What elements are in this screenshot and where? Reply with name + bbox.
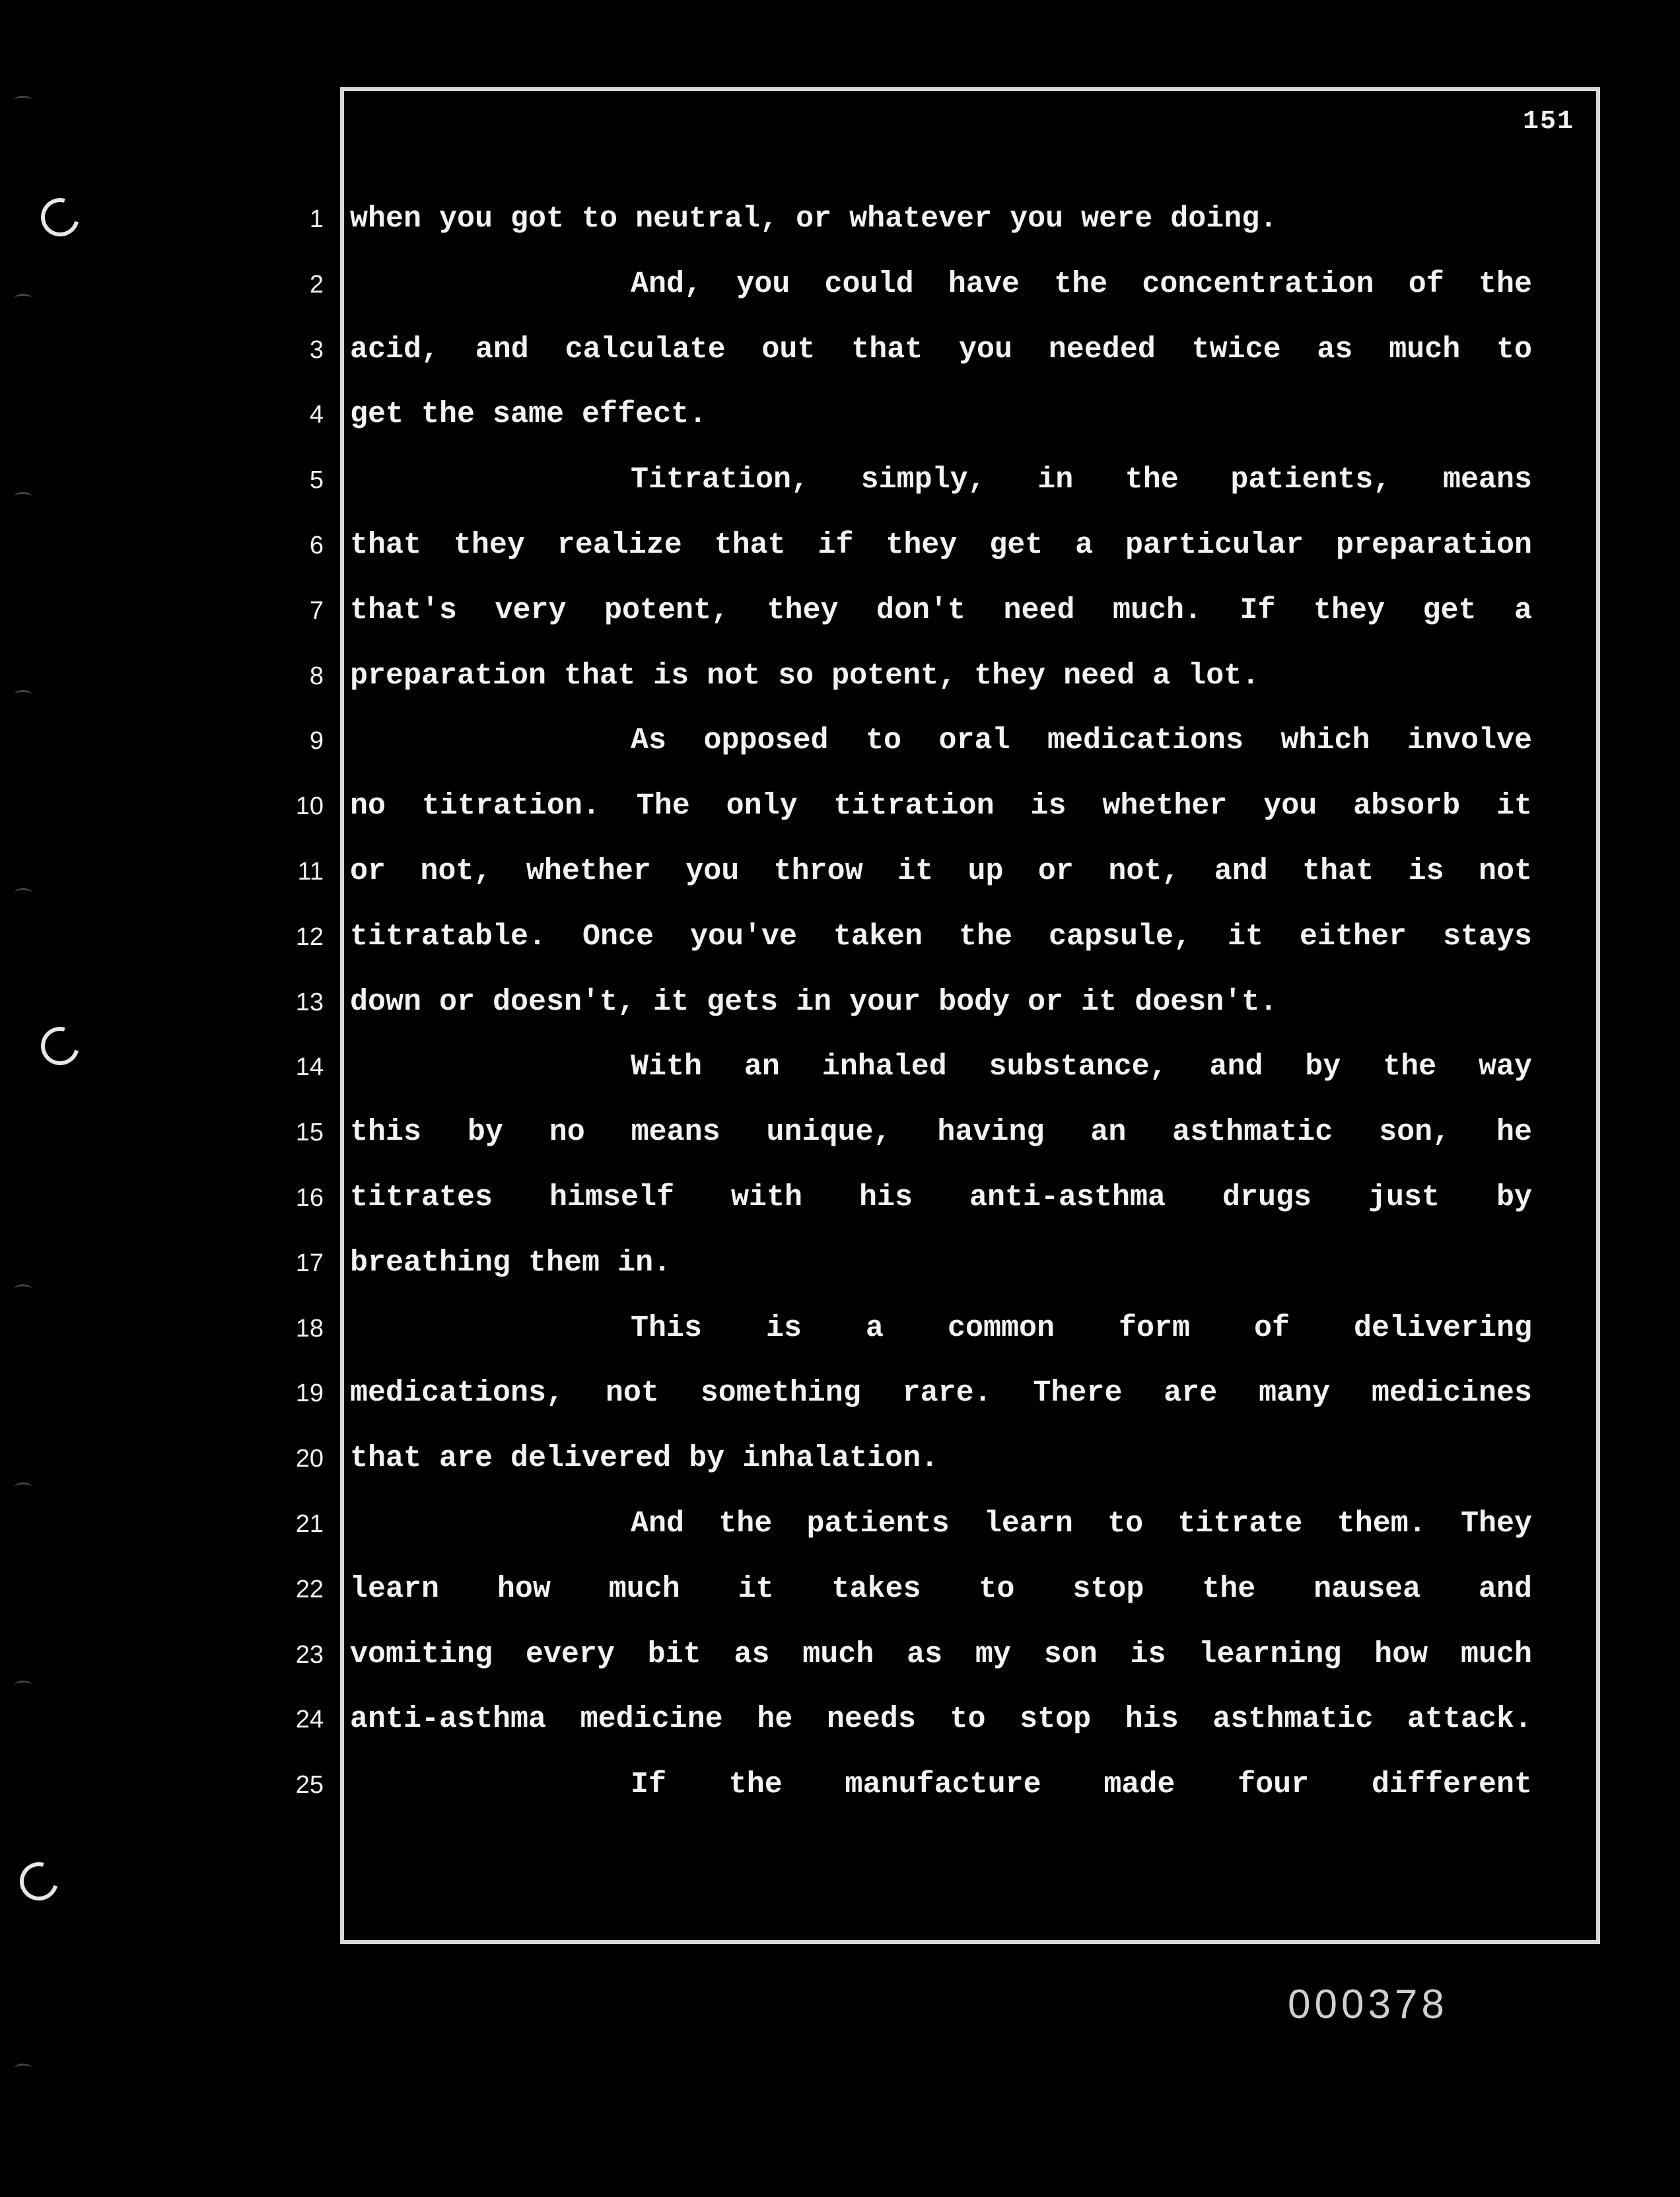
transcript-line: acid, and calculate out that you needed twice as much to [350, 332, 1532, 366]
line-number: 11 [297, 857, 324, 886]
transcript-line: when you got to neutral, or whatever you were doing. [350, 202, 1278, 236]
line-number: 12 [295, 923, 324, 951]
transcript-line: And, you could have the concentration of the [631, 267, 1532, 301]
margin-mark [15, 888, 32, 897]
transcript-line: that they realize that if they get a particular preparation [350, 528, 1532, 562]
transcript-line: that are delivered by inhalation. [350, 1442, 939, 1476]
transcript-line: titratable. Once you've taken the capsule, it either stays [350, 919, 1532, 954]
line-number: 22 [295, 1575, 324, 1603]
line-number: 4 [309, 401, 324, 429]
transcript-line: If the manufacture made four different [631, 1768, 1532, 1802]
transcript-line: get the same effect. [350, 398, 707, 432]
line-number: 21 [295, 1510, 324, 1538]
punch-hole-top [34, 191, 86, 243]
line-number: 15 [295, 1119, 324, 1147]
transcript-line: down or doesn't, it gets in your body or it doesn't. [350, 985, 1278, 1019]
line-number: 19 [295, 1379, 324, 1408]
page-number: 151 [1522, 107, 1574, 137]
line-number: 5 [309, 466, 324, 495]
line-number: 7 [309, 596, 324, 625]
margin-mark [15, 690, 32, 699]
margin-mark [15, 1482, 32, 1491]
transcript-line: breathing them in. [350, 1245, 672, 1280]
transcript-line: And the patients learn to titrate them. They [631, 1506, 1532, 1541]
punch-hole-bottom [13, 1855, 65, 1907]
line-number: 9 [309, 727, 324, 755]
line-number: 8 [309, 662, 324, 690]
transcript-line: learn how much it takes to stop the nausea and [350, 1572, 1532, 1606]
line-number: 10 [295, 792, 324, 821]
bates-number: 000378 [1288, 1982, 1448, 2027]
margin-mark [15, 2064, 32, 2072]
margin-mark [15, 492, 32, 501]
line-number: 16 [295, 1183, 324, 1212]
transcript-line: Titration, simply, in the patients, means [631, 463, 1532, 497]
line-number: 18 [295, 1314, 324, 1343]
line-number: 6 [309, 531, 324, 559]
margin-mark [15, 1284, 32, 1293]
margin-mark [15, 294, 32, 302]
line-number: 3 [309, 335, 324, 364]
margin-mark [15, 1681, 32, 1689]
transcript-line: preparation that is not so potent, they need a lot. [350, 658, 1260, 693]
transcript-text [350, 199, 1532, 1831]
line-number: 1 [309, 205, 324, 233]
line-number: 14 [295, 1053, 324, 1082]
line-number: 23 [295, 1640, 324, 1669]
punch-hole-middle [34, 1020, 86, 1072]
line-number-column [251, 199, 324, 1831]
transcript-line: vomiting every bit as much as my son is learning how much [350, 1637, 1532, 1671]
transcript-line: This is a common form of delivering [631, 1311, 1532, 1345]
transcript-line: that's very potent, they don't need much. If they get a [350, 593, 1532, 627]
line-number: 24 [295, 1706, 324, 1734]
margin-mark [15, 96, 32, 104]
line-number: 25 [295, 1771, 324, 1799]
line-number: 13 [295, 988, 324, 1016]
transcript-line: or not, whether you throw it up or not, and that is not [350, 854, 1532, 888]
transcript-line: With an inhaled substance, and by the way [631, 1050, 1532, 1084]
line-number: 20 [295, 1445, 324, 1473]
transcript-line: no titration. The only titration is whether you absorb it [350, 789, 1532, 823]
line-number: 17 [295, 1249, 324, 1277]
transcript-line: As opposed to oral medications which involve [631, 724, 1532, 758]
transcript-line: this by no means unique, having an asthmatic son, he [350, 1115, 1532, 1150]
transcript-line: titrates himself with his anti-asthma drugs just by [350, 1180, 1532, 1214]
transcript-line: anti-asthma medicine he needs to stop his asthmatic attack. [350, 1702, 1532, 1737]
line-number: 2 [309, 270, 324, 298]
transcript-line: medications, not something rare. There are many medicines [350, 1376, 1532, 1411]
